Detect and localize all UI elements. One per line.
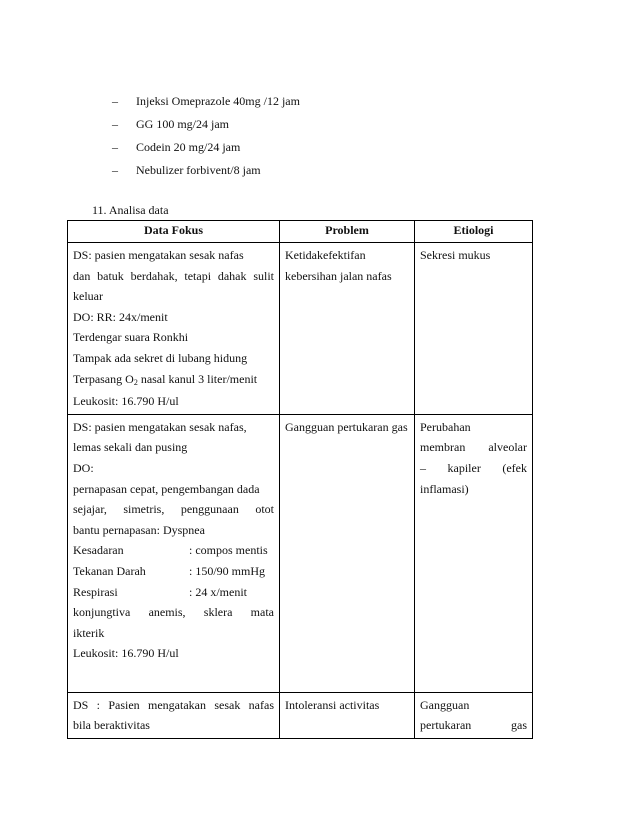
data-line: Terdengar suara Ronkhi bbox=[73, 330, 189, 345]
medication-item bbox=[112, 139, 300, 162]
medication-text: GG 100 mg/24 jam bbox=[136, 117, 229, 131]
medication-item bbox=[112, 162, 300, 185]
medication-list bbox=[112, 93, 300, 185]
problem-line: Intoleransi activitas bbox=[285, 697, 380, 712]
table-row bbox=[68, 414, 533, 692]
data-line: keluar bbox=[73, 289, 103, 304]
dash-bullet: – bbox=[112, 163, 118, 177]
data-line: lemas sekali dan pusing bbox=[73, 440, 188, 455]
vital-label: Respirasi bbox=[73, 584, 118, 599]
blank-line bbox=[73, 664, 274, 690]
problem-line: kebersihan jalan nafas bbox=[285, 268, 392, 283]
vital-sign-row bbox=[73, 561, 274, 582]
data-line: Leukosit: 16.790 H/ul bbox=[73, 394, 179, 409]
etiologi-cell bbox=[415, 692, 533, 738]
data-line: bantu pernapasan: Dyspnea bbox=[73, 522, 205, 537]
oxygen-subscript: 2 bbox=[133, 377, 138, 387]
medication-text: Codein 20 mg/24 jam bbox=[136, 140, 241, 154]
medication-text: Nebulizer forbivent/8 jam bbox=[136, 163, 261, 177]
data-line: ikterik bbox=[73, 625, 105, 640]
data-fokus-cell bbox=[68, 414, 280, 692]
etiologi-line: Sekresi mukus bbox=[420, 248, 491, 262]
data-fokus-cell bbox=[68, 692, 280, 738]
vital-value: : 150/90 mmHg bbox=[189, 563, 266, 578]
section-title: 11. Analisa data bbox=[92, 203, 169, 217]
table-row bbox=[68, 243, 533, 415]
data-line: DS : Pasien mengatakan sesak nafas bbox=[73, 697, 274, 712]
etiologi-cell bbox=[415, 243, 533, 415]
data-line: DS: pasien mengatakan sesak nafas, bbox=[73, 419, 247, 434]
problem-cell bbox=[280, 414, 415, 692]
header-problem: Problem bbox=[280, 221, 415, 243]
table-header-row bbox=[68, 221, 533, 243]
problem-cell bbox=[280, 243, 415, 415]
problem-line: Gangguan pertukaran gas bbox=[285, 419, 408, 434]
dash-bullet: – bbox=[112, 117, 118, 131]
vital-label: Kesadaran bbox=[73, 543, 124, 558]
dash-bullet: – bbox=[112, 140, 118, 154]
data-line: DO: bbox=[73, 460, 94, 475]
data-line: DO: RR: 24x/menit bbox=[73, 309, 168, 324]
data-line: pernapasan cepat, pengembangan dada bbox=[73, 481, 260, 496]
problem-cell bbox=[280, 692, 415, 738]
dash-bullet: – bbox=[112, 94, 118, 108]
oxygen-text-rest: nasal kanul 3 liter/menit bbox=[137, 371, 258, 386]
problem-line: Ketidakefektifan bbox=[285, 248, 366, 262]
medication-text: Injeksi Omeprazole 40mg /12 jam bbox=[136, 94, 300, 108]
etiologi-line: inflamasi) bbox=[420, 481, 469, 496]
etiologi-line: Perubahan bbox=[420, 419, 471, 434]
data-line: Tampak ada sekret di lubang hidung bbox=[73, 350, 248, 365]
data-line: DS: pasien mengatakan sesak nafas bbox=[73, 248, 244, 262]
header-data-fokus: Data Fokus bbox=[68, 221, 280, 243]
vital-sign-row bbox=[73, 540, 274, 561]
oxygen-line bbox=[73, 369, 274, 392]
data-line: dan batuk berdahak, tetapi dahak sulit bbox=[73, 268, 274, 283]
vital-label: Tekanan Darah bbox=[73, 563, 146, 578]
etiologi-cell bbox=[415, 414, 533, 692]
header-etiologi: Etiologi bbox=[415, 221, 533, 243]
medication-item bbox=[112, 116, 300, 139]
oxygen-text: Terpasang O bbox=[73, 371, 134, 386]
etiologi-line: – kapiler (efek bbox=[420, 460, 527, 475]
vital-value: : compos mentis bbox=[189, 543, 268, 558]
vital-value: : 24 x/menit bbox=[189, 584, 247, 599]
data-line: konjungtiva anemis, sklera mata bbox=[73, 605, 274, 620]
data-fokus-cell bbox=[68, 243, 280, 415]
etiologi-line: Gangguan bbox=[420, 697, 470, 712]
data-line: Leukosit: 16.790 H/ul bbox=[73, 646, 179, 661]
medication-item bbox=[112, 93, 300, 116]
etiologi-line: pertukaran gas bbox=[420, 718, 527, 733]
table-row bbox=[68, 692, 533, 738]
vital-sign-row bbox=[73, 582, 274, 603]
etiologi-line: membran alveolar bbox=[420, 440, 527, 455]
data-line: sejajar, simetris, penggunaan otot bbox=[73, 502, 274, 517]
data-line: bila beraktivitas bbox=[73, 718, 150, 733]
analysis-table bbox=[67, 220, 533, 739]
